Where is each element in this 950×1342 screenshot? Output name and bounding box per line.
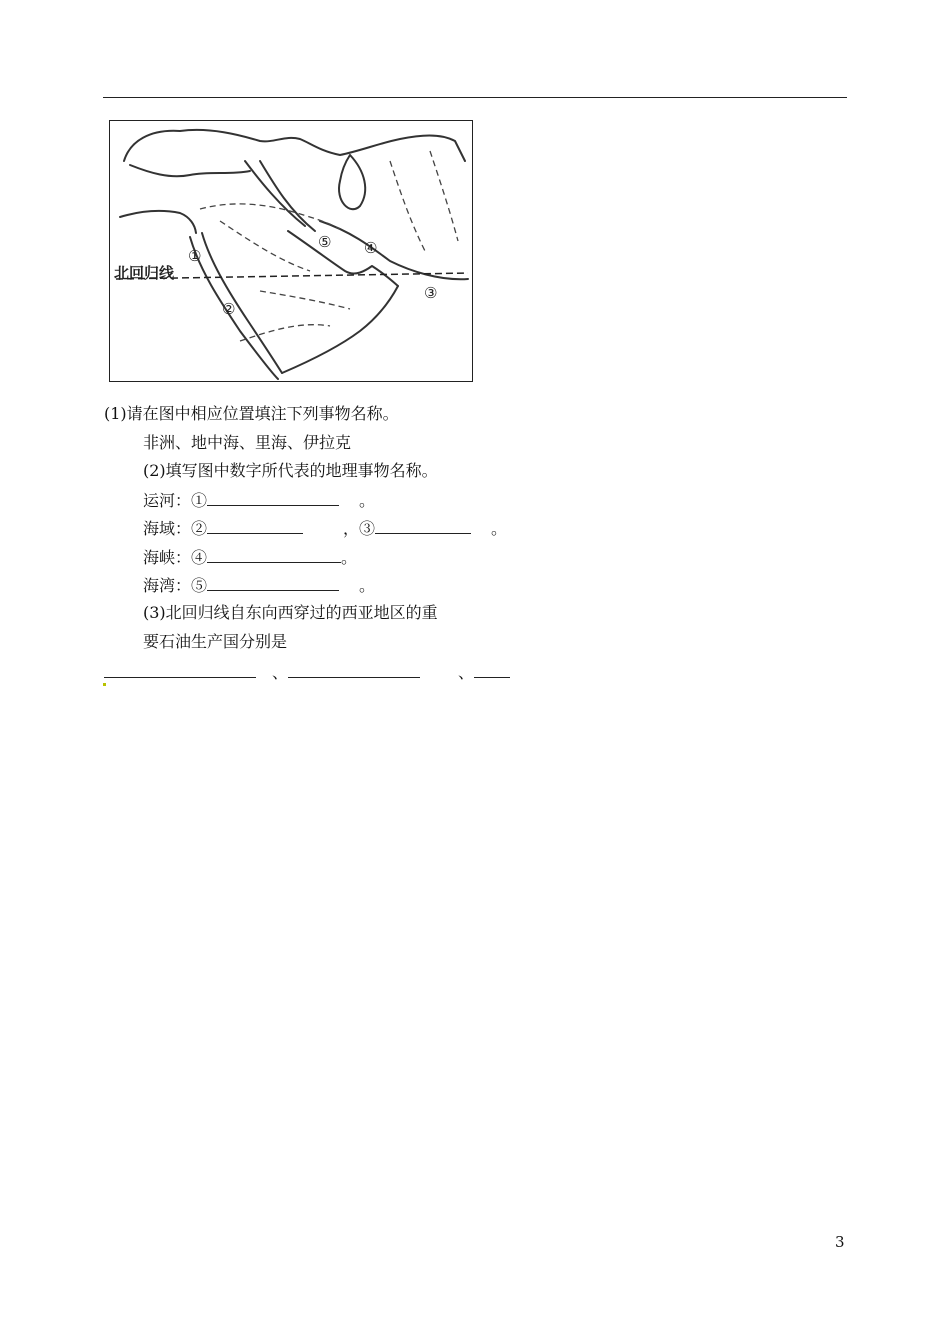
- canal-row: [143, 490, 375, 511]
- arabian-coast: [282, 286, 398, 373]
- strait-label: 海峡：④: [143, 548, 208, 567]
- q1-prompt: (1)请在图中相应位置填注下列事物名称。: [104, 404, 399, 423]
- canal-label: 运河：①: [143, 491, 208, 510]
- stray-mark: [103, 683, 106, 686]
- canal-end: 。: [359, 491, 376, 510]
- gulf-label: 海湾：⑤: [143, 576, 208, 595]
- gulf-end: 。: [359, 576, 376, 595]
- marker-4: ④: [364, 239, 378, 257]
- marker-3: ③: [424, 284, 438, 302]
- border-2: [220, 221, 310, 271]
- river-2: [260, 161, 315, 231]
- map-drawing: [110, 121, 471, 380]
- black-sea-shore: [130, 165, 250, 176]
- list-separator-1: 、: [272, 663, 289, 682]
- strait-end: 。: [341, 548, 358, 567]
- q3-prompt-b: 要石油生产国分别是: [143, 632, 288, 651]
- oil-country-blank-3[interactable]: [474, 662, 510, 678]
- oil-country-blank-2[interactable]: [288, 662, 420, 678]
- q3-prompt-a: (3)北回归线自东向西穿过的西亚地区的重: [143, 603, 438, 622]
- border-6: [240, 325, 330, 341]
- caspian-shore: [339, 155, 365, 209]
- marker-5: ⑤: [318, 233, 332, 251]
- marker-2: ②: [222, 300, 236, 318]
- canal-blank[interactable]: [207, 490, 339, 506]
- border-3: [260, 291, 350, 309]
- mediterranean-coast: [120, 211, 196, 233]
- q2-prompt: (2)填写图中数字所代表的地理事物名称。: [143, 461, 438, 480]
- sea-row: [143, 518, 507, 539]
- border-1: [200, 204, 340, 229]
- border-5: [430, 151, 458, 241]
- header-rule: [103, 97, 847, 98]
- sea-label: 海域：②: [143, 519, 208, 538]
- sea-blank-2[interactable]: [207, 518, 303, 534]
- sea-separator: ，③: [343, 519, 376, 538]
- strait-blank[interactable]: [207, 547, 341, 563]
- gulf-blank[interactable]: [207, 575, 339, 591]
- q1-items: 非洲、地中海、里海、伊拉克: [143, 433, 352, 452]
- middle-east-map: [109, 120, 473, 382]
- page-number: 3: [835, 1233, 845, 1251]
- gulf-coast: [288, 231, 398, 286]
- oil-country-blank-1[interactable]: [104, 662, 256, 678]
- coastline-north: [124, 130, 465, 161]
- list-separator-2: 、: [458, 663, 475, 682]
- sea-blank-3[interactable]: [375, 518, 471, 534]
- river-1: [245, 161, 305, 226]
- red-sea-east-coast: [202, 233, 282, 373]
- marker-1: ①: [188, 247, 202, 265]
- q3-answer-row: [104, 662, 510, 683]
- persia-coast: [320, 221, 468, 279]
- sea-end: 。: [491, 519, 508, 538]
- border-4: [390, 161, 425, 251]
- tropic-label: 北回归线: [114, 264, 175, 282]
- strait-row: [143, 547, 357, 568]
- gulf-row: [143, 575, 375, 596]
